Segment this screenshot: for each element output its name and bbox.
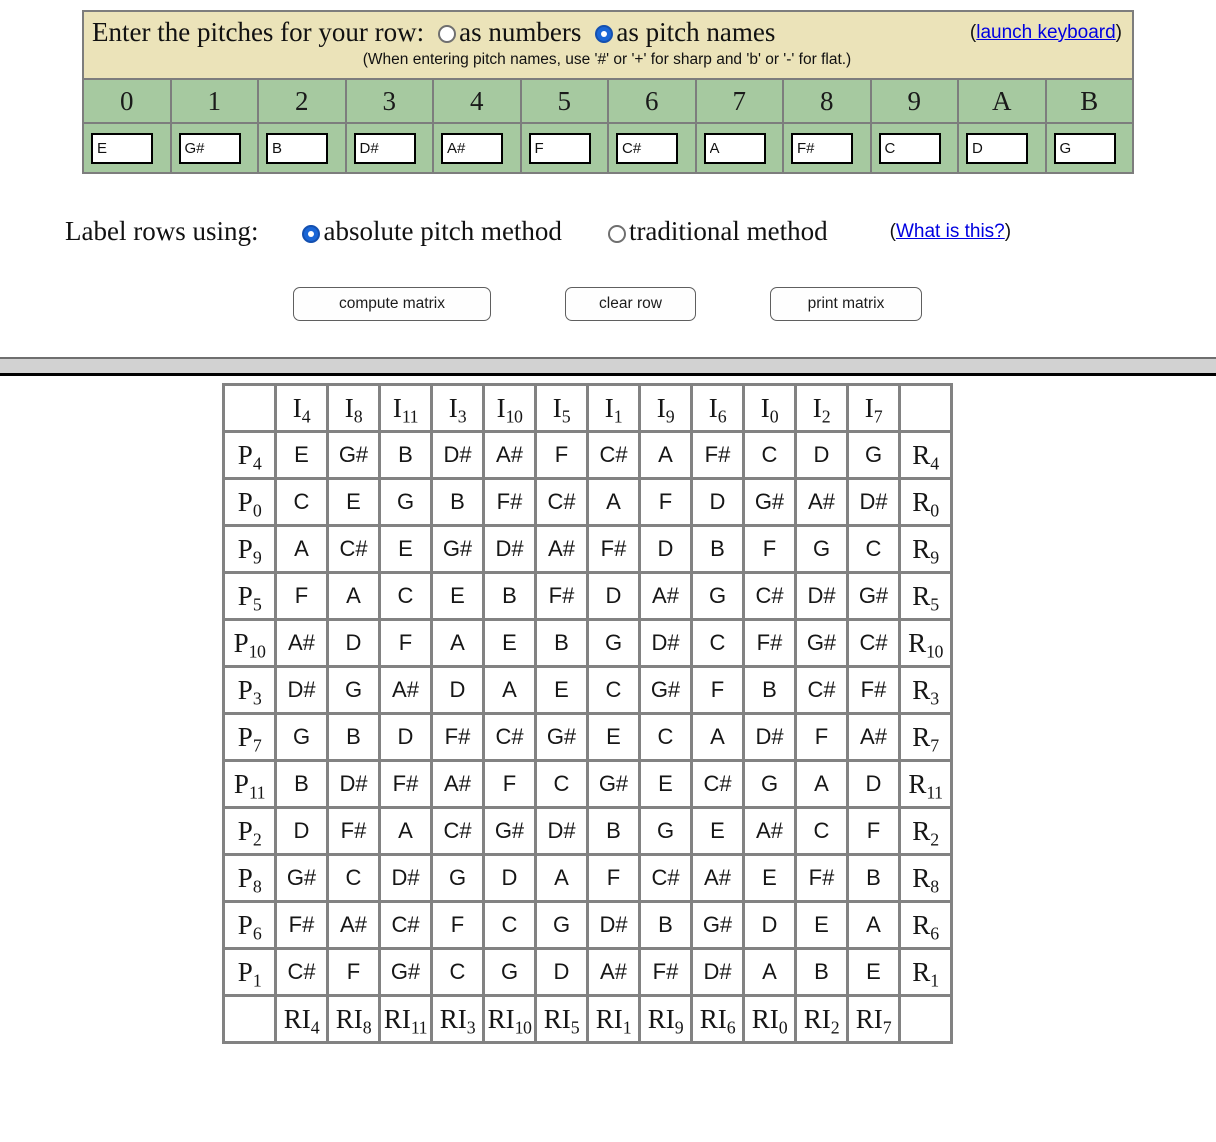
matrix-cell: F [848, 808, 900, 855]
matrix-cell: G# [848, 573, 900, 620]
matrix-cell: F# [432, 714, 484, 761]
matrix-retrograde-inverse-footer-row [224, 996, 952, 1043]
inverse-label-3: $I_3$ [432, 385, 484, 432]
matrix-cell: G [848, 432, 900, 479]
retrograde-label-3: $R_5$ [900, 573, 952, 620]
inverse-label-7: $I_9$ [640, 385, 692, 432]
matrix-cell: C [796, 808, 848, 855]
retrograde-inverse-label-7: $RI_9$ [640, 996, 692, 1043]
matrix-cell: G# [276, 855, 328, 902]
clear-row-button[interactable]: clear row [565, 287, 696, 321]
matrix-cell: A# [640, 573, 692, 620]
matrix-cell: D# [484, 526, 536, 573]
retrograde-label-10: $R_6$ [900, 902, 952, 949]
radio-traditional-method[interactable] [608, 225, 626, 243]
inverse-label-5: $I_5$ [536, 385, 588, 432]
matrix-row [224, 620, 952, 667]
matrix-cell: A# [432, 761, 484, 808]
matrix-cell: A# [484, 432, 536, 479]
inverse-label-1: $I_8$ [328, 385, 380, 432]
matrix-cell: G# [692, 902, 744, 949]
matrix-cell: C [692, 620, 744, 667]
pitch-input-row [83, 123, 1133, 173]
matrix-cell: F [484, 761, 536, 808]
prime-label-5: $P_3$ [224, 667, 276, 714]
pitch-input-2[interactable] [266, 133, 328, 164]
matrix-cell: G [588, 620, 640, 667]
matrix-cell: F [380, 620, 432, 667]
prime-label-9: $P_8$ [224, 855, 276, 902]
matrix-cell: B [276, 761, 328, 808]
pitch-index-10: A [958, 79, 1046, 123]
paren-close: ) [1115, 21, 1122, 43]
matrix-cell: A# [796, 479, 848, 526]
matrix-cell: F [796, 714, 848, 761]
matrix-cell: B [744, 667, 796, 714]
matrix-row [224, 902, 952, 949]
retrograde-inverse-label-2: $RI_{11}$ [380, 996, 432, 1043]
label-method-prompt: Label rows using: [65, 216, 259, 246]
matrix-cell: C [484, 902, 536, 949]
matrix-row [224, 761, 952, 808]
matrix-cell: A [588, 479, 640, 526]
paren-close: ) [1004, 220, 1012, 242]
matrix-cell: D# [692, 949, 744, 996]
matrix-cell: C# [640, 855, 692, 902]
radio-as-pitch-names[interactable] [595, 25, 613, 43]
matrix-cell: A [848, 902, 900, 949]
matrix-cell: D# [380, 855, 432, 902]
matrix-row [224, 479, 952, 526]
pitch-index-1: 1 [171, 79, 259, 123]
pitch-index-row [83, 79, 1133, 123]
radio-traditional-method-label[interactable]: traditional method [628, 216, 828, 246]
pitch-entry-panel [0, 0, 1216, 321]
matrix-cell: F [640, 479, 692, 526]
matrix-cell: F# [692, 432, 744, 479]
matrix-cell: A# [588, 949, 640, 996]
matrix-cell: D [328, 620, 380, 667]
matrix-cell: F# [484, 479, 536, 526]
matrix-cell: F# [328, 808, 380, 855]
matrix-cell: A [328, 573, 380, 620]
matrix-cell: D [380, 714, 432, 761]
matrix-cell: G [328, 667, 380, 714]
matrix-cell: G [380, 479, 432, 526]
entry-hint: (When entering pitch names, use '#' or '+' for sharp and 'b' or '-' for flat.) [362, 51, 852, 68]
retrograde-inverse-label-6: $RI_1$ [588, 996, 640, 1043]
prime-label-6: $P_7$ [224, 714, 276, 761]
pitch-input-5[interactable] [529, 133, 591, 164]
retrograde-label-4: $R_{10}$ [900, 620, 952, 667]
retrograde-label-7: $R_{11}$ [900, 761, 952, 808]
matrix-cell: F [432, 902, 484, 949]
matrix-cell: C [588, 667, 640, 714]
pitch-entry-table [82, 10, 1134, 174]
matrix-cell: A# [848, 714, 900, 761]
prime-label-3: $P_5$ [224, 573, 276, 620]
matrix-cell: C# [588, 432, 640, 479]
matrix-cell: G [432, 855, 484, 902]
frame-divider[interactable] [0, 357, 1216, 376]
inverse-label-9: $I_0$ [744, 385, 796, 432]
matrix-cell: B [380, 432, 432, 479]
matrix-cell: D [536, 949, 588, 996]
matrix-cell: A# [744, 808, 796, 855]
matrix-cell: C [380, 573, 432, 620]
retrograde-inverse-label-3: $RI_3$ [432, 996, 484, 1043]
matrix-cell: C [744, 432, 796, 479]
pitch-input-11[interactable] [1054, 133, 1116, 164]
radio-as-numbers-label[interactable]: as numbers [459, 17, 582, 47]
prime-label-4: $P_{10}$ [224, 620, 276, 667]
matrix-cell: C# [536, 479, 588, 526]
matrix-cell: A [484, 667, 536, 714]
matrix-cell: G [536, 902, 588, 949]
prime-label-0: $P_4$ [224, 432, 276, 479]
matrix-cell: D [484, 855, 536, 902]
matrix-cell: C# [276, 949, 328, 996]
retrograde-label-9: $R_8$ [900, 855, 952, 902]
matrix-cell: E [692, 808, 744, 855]
matrix-cell: A [536, 855, 588, 902]
retrograde-label-1: $R_0$ [900, 479, 952, 526]
matrix-cell: D# [432, 432, 484, 479]
retrograde-inverse-label-9: $RI_0$ [744, 996, 796, 1043]
matrix-cell: C# [432, 808, 484, 855]
pitch-input-7[interactable] [704, 133, 766, 164]
matrix-cell: A [796, 761, 848, 808]
launch-keyboard-link[interactable]: launch keyboard [976, 21, 1116, 43]
matrix-cell: A# [692, 855, 744, 902]
matrix-cell: D# [744, 714, 796, 761]
prime-label-7: $P_{11}$ [224, 761, 276, 808]
matrix-cell: D# [848, 479, 900, 526]
pitch-input-9[interactable] [879, 133, 941, 164]
matrix-cell: D# [328, 761, 380, 808]
matrix-corner [224, 385, 276, 432]
retrograde-label-2: $R_9$ [900, 526, 952, 573]
inverse-label-11: $I_7$ [848, 385, 900, 432]
pitch-index-2: 2 [258, 79, 346, 123]
matrix-cell: E [484, 620, 536, 667]
print-matrix-button[interactable]: print matrix [770, 287, 922, 321]
retrograde-inverse-label-0: $RI_4$ [276, 996, 328, 1043]
matrix-cell: D [588, 573, 640, 620]
entry-banner [83, 11, 1133, 79]
matrix-cell: D [432, 667, 484, 714]
matrix-cell: A [640, 432, 692, 479]
matrix-row [224, 667, 952, 714]
matrix-cell: E [640, 761, 692, 808]
matrix-cell: E [744, 855, 796, 902]
matrix-cell: B [640, 902, 692, 949]
matrix-cell: A [744, 949, 796, 996]
retrograde-inverse-label-1: $RI_8$ [328, 996, 380, 1043]
matrix-corner [900, 996, 952, 1043]
pitch-index-8: 8 [783, 79, 871, 123]
inverse-label-10: $I_2$ [796, 385, 848, 432]
matrix-cell: B [536, 620, 588, 667]
matrix-cell: C# [328, 526, 380, 573]
retrograde-label-0: $R_4$ [900, 432, 952, 479]
pitch-index-11: B [1046, 79, 1134, 123]
matrix-cell: F# [276, 902, 328, 949]
what-is-this-link[interactable]: What is this? [895, 220, 1005, 242]
matrix-cell: B [796, 949, 848, 996]
matrix-inverse-header-row [224, 385, 952, 432]
matrix-cell: E [380, 526, 432, 573]
matrix-cell: G# [536, 714, 588, 761]
pitch-input-8[interactable] [791, 133, 853, 164]
matrix-cell: F [276, 573, 328, 620]
retrograde-inverse-label-8: $RI_6$ [692, 996, 744, 1043]
pitch-index-0: 0 [83, 79, 171, 123]
matrix-corner [900, 385, 952, 432]
action-buttons [293, 287, 1216, 321]
matrix-cell: F# [848, 667, 900, 714]
matrix-cell: C [432, 949, 484, 996]
inverse-label-8: $I_6$ [692, 385, 744, 432]
matrix-cell: E [276, 432, 328, 479]
matrix-cell: D [796, 432, 848, 479]
matrix-cell: B [432, 479, 484, 526]
matrix-cell: G# [484, 808, 536, 855]
matrix-cell: G# [588, 761, 640, 808]
matrix-cell: C# [484, 714, 536, 761]
inverse-label-0: $I_4$ [276, 385, 328, 432]
retrograde-inverse-label-4: $RI_{10}$ [484, 996, 536, 1043]
prime-label-1: $P_0$ [224, 479, 276, 526]
matrix-cell: E [848, 949, 900, 996]
tone-matrix [222, 383, 953, 1044]
retrograde-label-5: $R_3$ [900, 667, 952, 714]
matrix-cell: C [848, 526, 900, 573]
pitch-index-3: 3 [346, 79, 434, 123]
matrix-cell: G [484, 949, 536, 996]
matrix-cell: C [640, 714, 692, 761]
retrograde-label-11: $R_1$ [900, 949, 952, 996]
radio-as-numbers[interactable] [438, 25, 456, 43]
matrix-cell: C [536, 761, 588, 808]
matrix-cell: C# [692, 761, 744, 808]
matrix-cell: A# [328, 902, 380, 949]
prime-label-8: $P_2$ [224, 808, 276, 855]
matrix-cell: D [744, 902, 796, 949]
matrix-row [224, 432, 952, 479]
pitch-input-1[interactable] [179, 133, 241, 164]
retrograde-label-8: $R_2$ [900, 808, 952, 855]
matrix-cell: F [328, 949, 380, 996]
matrix-cell: F# [640, 949, 692, 996]
compute-matrix-button[interactable]: compute matrix [293, 287, 491, 321]
prime-label-11: $P_1$ [224, 949, 276, 996]
inverse-label-6: $I_1$ [588, 385, 640, 432]
matrix-cell: E [588, 714, 640, 761]
prime-label-10: $P_6$ [224, 902, 276, 949]
matrix-cell: F# [536, 573, 588, 620]
matrix-cell: C# [744, 573, 796, 620]
matrix-cell: G [276, 714, 328, 761]
matrix-cell: D# [536, 808, 588, 855]
retrograde-inverse-label-10: $RI_2$ [796, 996, 848, 1043]
pitch-index-6: 6 [608, 79, 696, 123]
retrograde-label-6: $R_7$ [900, 714, 952, 761]
matrix-cell: D [640, 526, 692, 573]
matrix-cell: D# [796, 573, 848, 620]
matrix-cell: E [328, 479, 380, 526]
pitch-input-6[interactable] [616, 133, 678, 164]
matrix-cell: F [536, 432, 588, 479]
matrix-cell: D [692, 479, 744, 526]
radio-absolute-method[interactable] [302, 225, 320, 243]
matrix-cell: E [796, 902, 848, 949]
matrix-row [224, 526, 952, 573]
matrix-cell: F [692, 667, 744, 714]
pitch-index-7: 7 [696, 79, 784, 123]
matrix-cell: E [432, 573, 484, 620]
pitch-index-9: 9 [871, 79, 959, 123]
matrix-cell: F [744, 526, 796, 573]
pitch-index-4: 4 [433, 79, 521, 123]
pitch-input-0[interactable] [91, 133, 153, 164]
matrix-cell: E [536, 667, 588, 714]
matrix-cell: D# [640, 620, 692, 667]
matrix-row [224, 714, 952, 761]
matrix-cell: G [796, 526, 848, 573]
label-method-row [65, 216, 1216, 247]
retrograde-inverse-label-11: $RI_7$ [848, 996, 900, 1043]
matrix-cell: D [276, 808, 328, 855]
entry-prompt: Enter the pitches for your row: [92, 17, 425, 47]
matrix-cell: F# [380, 761, 432, 808]
radio-absolute-method-label[interactable]: absolute pitch method [323, 216, 562, 246]
matrix-cell: A [432, 620, 484, 667]
matrix-cell: F [588, 855, 640, 902]
inverse-label-4: $I_{10}$ [484, 385, 536, 432]
matrix-cell: A# [536, 526, 588, 573]
matrix-cell: G# [640, 667, 692, 714]
paren-open: ( [969, 21, 977, 43]
matrix-row [224, 855, 952, 902]
matrix-cell: G [640, 808, 692, 855]
matrix-cell: C# [848, 620, 900, 667]
matrix-row [224, 808, 952, 855]
matrix-cell: C [276, 479, 328, 526]
matrix-cell: C# [380, 902, 432, 949]
matrix-row [224, 949, 952, 996]
matrix-cell: G# [328, 432, 380, 479]
matrix-cell: A# [276, 620, 328, 667]
radio-as-pitch-names-label[interactable]: as pitch names [616, 17, 776, 47]
matrix-cell: D [848, 761, 900, 808]
pitch-index-5: 5 [521, 79, 609, 123]
matrix-corner [224, 996, 276, 1043]
retrograde-inverse-label-5: $RI_5$ [536, 996, 588, 1043]
matrix-cell: F# [588, 526, 640, 573]
pitch-input-3[interactable] [354, 133, 416, 164]
matrix-cell: A# [380, 667, 432, 714]
matrix-cell: F# [744, 620, 796, 667]
matrix-cell: G# [744, 479, 796, 526]
matrix-cell: B [692, 526, 744, 573]
matrix-cell: D# [276, 667, 328, 714]
matrix-cell: G# [796, 620, 848, 667]
matrix-cell: G# [380, 949, 432, 996]
matrix-cell: G [692, 573, 744, 620]
inverse-label-2: $I_{11}$ [380, 385, 432, 432]
matrix-cell: D# [588, 902, 640, 949]
matrix-cell: A [380, 808, 432, 855]
matrix-cell: B [484, 573, 536, 620]
matrix-cell: C [328, 855, 380, 902]
matrix-cell: F# [796, 855, 848, 902]
matrix-cell: C# [796, 667, 848, 714]
pitch-input-10[interactable] [966, 133, 1028, 164]
matrix-cell: B [588, 808, 640, 855]
paren-open: ( [889, 220, 896, 242]
matrix-cell: G [744, 761, 796, 808]
pitch-input-4[interactable] [441, 133, 503, 164]
matrix-cell: G# [432, 526, 484, 573]
matrix-cell: A [276, 526, 328, 573]
matrix-cell: B [328, 714, 380, 761]
matrix-cell: B [848, 855, 900, 902]
matrix-row [224, 573, 952, 620]
matrix-cell: A [692, 714, 744, 761]
prime-label-2: $P_9$ [224, 526, 276, 573]
